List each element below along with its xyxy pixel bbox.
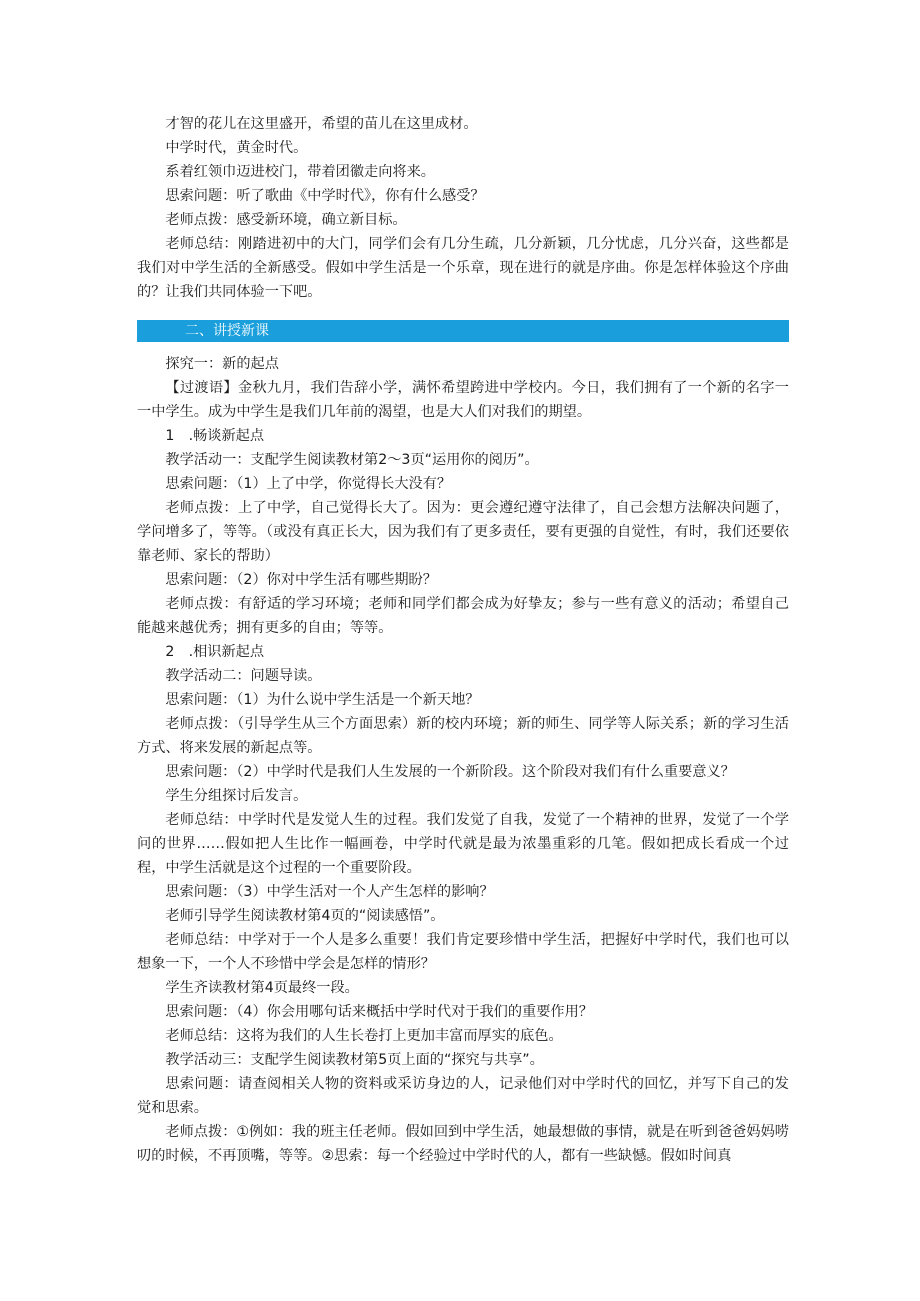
paragraph: 教学活动二：问题导读。 <box>165 668 322 684</box>
paragraph: 思索问题：请查阅相关人物的资料或采访身边的人，记录他们对中学时代的回忆，并写下自己的发觉和思索。 <box>137 1076 789 1116</box>
intro-teacher-hint: 老师点拨：感受新环境，确立新目标。 <box>165 212 407 228</box>
paragraph: 思索问题：（3）中学生活对一个人产生怎样的影响？ <box>165 884 494 900</box>
paragraph: 教学活动三：支配学生阅读教材第5页上面的“探究与共享”。 <box>165 1052 544 1068</box>
paragraph: 1 .畅谈新起点 <box>165 428 265 444</box>
paragraph: 思索问题：（4）你会用哪句话来概括中学时代对于我们的重要作用？ <box>165 1004 593 1020</box>
paragraph: 思索问题：（1）上了中学，你觉得长大没有？ <box>165 476 452 492</box>
paragraph: 2 .相识新起点 <box>165 644 265 660</box>
document-content <box>137 112 789 1168</box>
paragraph: 教学活动一：支配学生阅读教材第2～3页“运用你的阅历”。 <box>165 452 539 468</box>
intro-line: 中学时代，黄金时代。 <box>165 140 308 156</box>
intro-line: 系着红领巾迈进校门，带着团徽走向将来。 <box>165 164 435 180</box>
paragraph: 老师总结：中学对于一个人是多么重要！我们肯定要珍惜中学生活，把握好中学时代，我们也可以想象一下，一个人不珍惜中学会是怎样的情形？ <box>137 932 789 972</box>
paragraph: 老师总结：这将为我们的人生长卷打上更加丰富而厚实的底色。 <box>165 1028 563 1044</box>
paragraph: 老师点拨：有舒适的学习环境；老师和同学们都会成为好挚友；参与一些有意义的活动；希望自己能越来越优秀；拥有更多的自由；等等。 <box>137 596 789 636</box>
paragraph: 学生齐读教材第4页最终一段。 <box>165 980 359 996</box>
paragraph: 思索问题：（2）中学时代是我们人生发展的一个新阶段。这个阶段对我们有什么重要意义？ <box>165 764 735 780</box>
intro-line: 才智的花儿在这里盛开，希望的苗儿在这里成材。 <box>165 116 478 132</box>
paragraph: 老师点拨：上了中学，自己觉得长大了。因为：更会遵纪遵守法律了，自己会想方法解决问题了，学问增多了，等等。（或没有真正长大，因为我们有了更多责任，要有更强的自觉性，有时，我们还要依靠老师、家长的帮助） <box>137 500 789 564</box>
paragraph: 【过渡语】金秋九月，我们告辞小学，满怀希望跨进中学校内。今日，我们拥有了一个新的名字一一中学生。成为中学生是我们几年前的渴望，也是大人们对我们的期望。 <box>137 380 789 420</box>
intro-teacher-summary: 老师总结：刚踏进初中的大门，同学们会有几分生疏，几分新颖，几分忧虑，几分兴奋，这些都是我们对中学生活的全新感受。假如中学生活是一个乐章，现在进行的就是序曲。你是怎样体验这个序曲的？让我们共同体验一下吧。 <box>137 236 789 300</box>
paragraph: 老师点拨：①例如：我的班主任老师。假如回到中学生活，她最想做的事情，就是在听到爸爸妈妈唠叨的时候，不再顶嘴，等等。②思索：每一个经验过中学时代的人，都有一些缺憾。假如时间真 <box>137 1124 789 1164</box>
paragraph: 老师总结：中学时代是发觉人生的过程。我们发觉了自我，发觉了一个精神的世界，发觉了一个学问的世界……假如把人生比作一幅画卷，中学时代就是最为浓墨重彩的几笔。假如把成长看成一个过程，中学生活就是这个过程的一个重要阶段。 <box>137 812 789 876</box>
section-heading-bar <box>137 320 789 342</box>
paragraph: 老师点拨：（引导学生从三个方面思索）新的校内环境；新的师生、同学等人际关系；新的学习生活方式、将来发展的新起点等。 <box>137 716 789 756</box>
section-heading-title: 二、讲授新课 <box>185 323 269 339</box>
paragraph: 思索问题：（2）你对中学生活有哪些期盼？ <box>165 572 437 588</box>
paragraph: 学生分组探讨后发言。 <box>165 788 308 804</box>
paragraph: 老师引导学生阅读教材第4页的“阅读感悟”。 <box>165 908 445 924</box>
intro-question: 思索问题：听了歌曲《中学时代》，你有什么感受？ <box>165 188 485 204</box>
paragraph: 思索问题：（1）为什么说中学生活是一个新天地？ <box>165 692 480 708</box>
paragraph: 探究一：新的起点 <box>165 356 279 372</box>
